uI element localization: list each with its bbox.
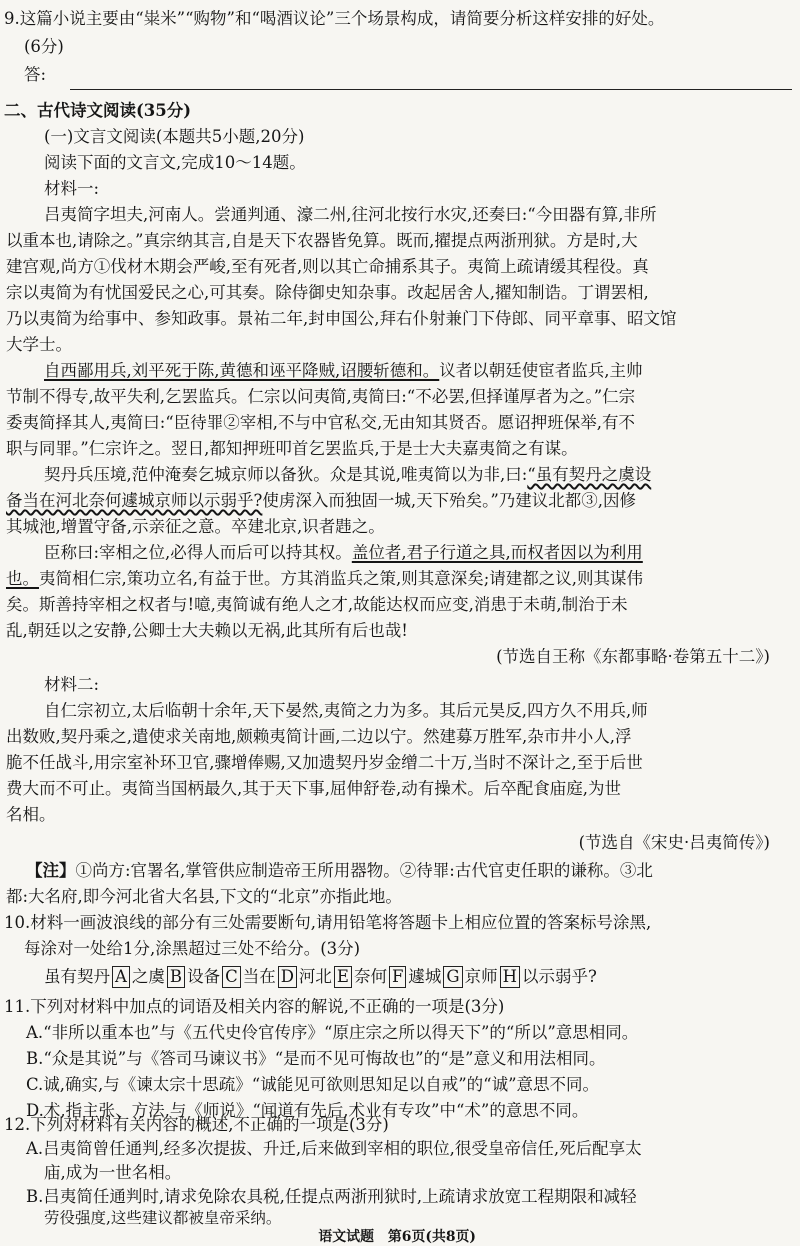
underlined-sentence: 盖位者,君子行道之具,而权者因以为利用 [351, 543, 643, 562]
m2-line: 脆不任战斗,用宗室补环卫官,骤增俸赐,又加遗契丹岁金缯二十万,当时不深计之,至于后世 [6, 753, 643, 772]
m2-line: 名相。 [6, 805, 56, 824]
m1-p4-first-line: 臣称曰:宰相之位,必得人而后可以持其权。盖位者,君子行道之具,而权者因以为利用 [44, 543, 643, 562]
material1-source: (节选自王称《东都事略·卷第五十二》) [496, 647, 770, 666]
answer-line [70, 89, 792, 90]
m1-p3-line: 其城池,增置守备,示亲征之意。卒建北京,识者韪之。 [6, 517, 385, 536]
page-footer: 语文试题 第6页(共8页) [318, 1229, 477, 1245]
material2-source: (节选自《宋史·吕夷简传》) [578, 833, 770, 852]
underlined-sentence: 自西鄙用兵,刘平死于陈,黄德和诬平降贼,诏腰斩德和。 [44, 361, 440, 380]
m1-p2-line: 职与同罪。”仁宗许之。翌日,都知押班叩首乞罢监兵,于是士大夫嘉夷简之有谋。 [6, 439, 578, 458]
m2-line: 自仁宗初立,太后临朝十余年,天下晏然,夷简之力为多。其后元昊反,四方久不用兵,师 [44, 701, 648, 720]
section-subtitle: (一)文言文阅读(本题共5小题,20分) [44, 127, 305, 146]
q11-option-b: B.“众是其说”与《答司马谏议书》“是而不见可悔故也”的“是”意义和用法相同。 [26, 1049, 606, 1068]
section-title: 二、古代诗文阅读(35分) [4, 101, 192, 120]
q11-stem: 11.下列对材料中加点的词语及相关内容的解说,不正确的一项是(3分) [4, 997, 505, 1016]
m1-p2-line: 节制不得专,故平失利,乞罢监兵。仁宗以问夷简,夷简曰:“不必罢,但择谨厚者为之。”仁宗 [6, 387, 636, 406]
wavy-underlined-text: 备当在河北奈何遽城京师以示弱乎? [6, 491, 263, 510]
section-instruction: 阅读下面的文言文,完成10～14题。 [44, 153, 306, 172]
m1-p4-line: 乱,朝廷以之安静,公卿士大夫赖以无祸,此其所有后也哉! [6, 621, 408, 640]
m1-p1-line: 建宫观,尚方①伐材木期会严峻,至有死者,则以其亡命捕系其子。夷简上疏请缓其程役。真 [6, 257, 649, 276]
underlined-sentence: 也。 [6, 569, 39, 588]
m1-p1-line: 乃以夷简为给事中、参知政事。景祐二年,封申国公,拜右仆射兼门下侍郎、同平章事、昭文馆 [6, 309, 677, 328]
m1-p1-line: 以重本也,请除之。”真宗纳其言,自是天下农器皆免算。既而,擢提点两浙刑狱。方是时,大 [6, 231, 638, 250]
notes-label: 【注】 [26, 861, 76, 880]
m1-p1-line: 大学士。 [6, 335, 72, 354]
q11-option-c: C.诚,确实,与《谏太宗十思疏》“诚能见可欲则思知足以自戒”的“诚”意思不同。 [26, 1075, 600, 1094]
q12-option-b: B.吕夷简任通判时,请求免除农具税,任提点两浙刑狱时,上疏请求放宽工程期限和减轻 [26, 1187, 637, 1206]
option-box-a[interactable]: A [112, 966, 130, 988]
notes-line: 【注】①尚方:官署名,掌管供应制造帝王所用器物。②待罪:古代官吏任职的谦称。③北 [26, 861, 653, 880]
option-box-b[interactable]: B [167, 966, 185, 988]
m1-p2-first-line: 自西鄙用兵,刘平死于陈,黄德和诬平降贼,诏腰斩德和。议者以朝廷使宦者监兵,主帅 [44, 361, 643, 380]
option-box-e[interactable]: E [334, 966, 352, 988]
m2-line: 费大而不可止。夷简当国柄最久,其于天下事,屈伸舒卷,动有操术。后卒配食庙庭,为世 [6, 779, 621, 798]
m1-p3-line: 备当在河北奈何遽城京师以示弱乎?使虏深入而独固一城,天下殆矣。”乃建议北都③,因修 [6, 491, 637, 510]
m2-line: 出数败,契丹乘之,遣使求关南地,颇赖夷简计画,二边以宁。然建募万胜军,杂市井小人,浮 [6, 727, 632, 746]
option-box-g[interactable]: G [443, 966, 462, 988]
option-box-h[interactable]: H [500, 966, 520, 988]
q9-score: (6分) [24, 37, 64, 56]
material2-heading: 材料二: [44, 675, 100, 694]
q10-sentence: 虽有契丹 A 之虞 B 设备 C 当在 D 河北 E 奈何 F 遽城 G 京师 H 以示弱乎? [44, 967, 597, 986]
m1-p4-line: 也。夷简相仁宗,策功立名,有益于世。方其消监兵之策,则其意深矣;请建都之议,则其谋伟 [6, 569, 644, 588]
m1-p2-line: 委夷简择其人,夷简曰:“臣待罪②宰相,不与中官私交,无由知其贤否。愿诏押班保举,有不 [6, 413, 635, 432]
m1-p1-line: 吕夷简字坦夫,河南人。尝通判通、濠二州,往河北按行水灾,还奏曰:“今田器有算,非所 [44, 205, 657, 224]
notes-line: 都:大名府,即今河北省大名县,下文的“北京”亦指此地。 [6, 887, 402, 906]
m1-p3-first-line: 契丹兵压境,范仲淹奏乞城京师以备狄。众是其说,唯夷简以为非,曰:“虽有契丹之虞设 [44, 465, 652, 484]
q9-answer-label: 答: [24, 65, 47, 84]
q9-stem: 9.这篇小说主要由“粜米”“购物”和“喝酒议论”三个场景构成，请简要分析这样安排的好处。 [4, 9, 665, 28]
q11-option-a: A.“非所以重本也”与《五代史伶官传序》“原庄宗之所以得天下”的“所以”意思相同。 [26, 1023, 639, 1042]
option-box-c[interactable]: C [222, 966, 241, 988]
option-box-f[interactable]: F [389, 966, 406, 988]
q12-stem: 12.下列对材料有关内容的概述,不正确的一项是(3分) [4, 1115, 389, 1134]
m1-p1-line: 宗以夷简为有忧国爱民之心,可其奏。除侍御史知杂事。改起居舍人,擢知制诰。丁谓罢相, [6, 283, 649, 302]
material1-heading: 材料一: [44, 179, 100, 198]
q10-stem: 10.材料一画波浪线的部分有三处需要断句,请用铅笔将答题卡上相应位置的答案标号涂黑, [4, 913, 652, 932]
q10-stem: 每涂对一处给1分,涂黑超过三处不给分。(3分) [24, 939, 361, 958]
q11-option-d: D.术,指主张、方法,与《师说》“闻道有先后,术业有专攻”中“术”的意思不同。 [26, 1101, 589, 1120]
wavy-underlined-text: “虽有契丹之虞设 [527, 465, 652, 484]
q12-option-a: A.吕夷简曾任通判,经多次提拔、升迁,后来做到宰相的职位,很受皇帝信任,死后配享太 [26, 1139, 642, 1158]
option-box-d[interactable]: D [278, 966, 297, 988]
q12-option-b-cont: 劳役强度,这些建议都被皇帝采纳。 [44, 1209, 282, 1227]
q12-option-a-cont: 庙,成为一世名相。 [44, 1163, 182, 1182]
m1-p4-line: 矣。斯善持宰相之权者与!噫,夷简诚有绝人之才,故能达权而应变,消患于未萌,制治于未 [6, 595, 628, 614]
